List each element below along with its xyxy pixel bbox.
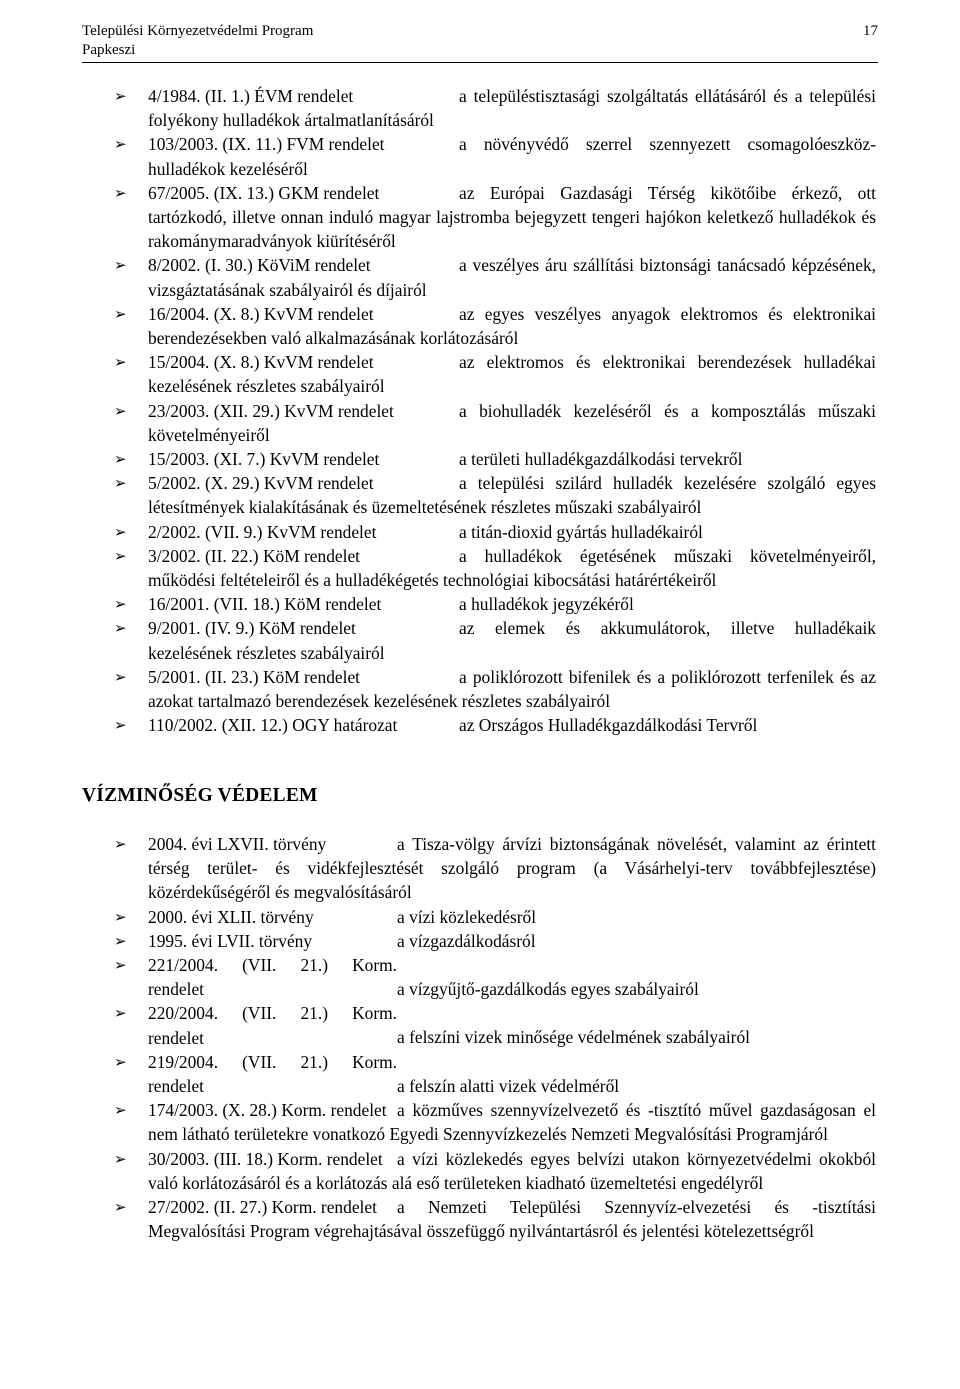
- regulation-description: a Tisza-völgy árvízi biztonságának növelését, valamint az érintett térség terület- és vidékfejlesztését szolgáló program (a Vásárhelyi-terv továbbfejlesztése) közérdekűségéről és megvalósításáról: [148, 834, 876, 903]
- regulation-item: [114, 616, 876, 664]
- regulation-item: [114, 713, 876, 737]
- regulation-item: [114, 84, 876, 132]
- regulation-reference: 16/2001. (VII. 18.) KöM rendelet: [148, 594, 382, 615]
- regulation-item: [114, 1001, 876, 1049]
- arrowhead-bullet-icon: ➢: [114, 1198, 127, 1217]
- arrowhead-bullet-icon: ➢: [114, 256, 127, 275]
- regulation-description: a növényvédő szerrel szennyezett csomagolóeszköz-hulladékok kezeléséről: [148, 134, 876, 179]
- arrowhead-bullet-icon: ➢: [114, 546, 127, 565]
- regulation-description: a felszíni vizek minősége védelmének szabályairól: [397, 1027, 750, 1048]
- regulation-description: a vízgazdálkodásról: [397, 930, 536, 951]
- regulation-reference: 220/2004. (VII. 21.) Korm. rendelet: [148, 1003, 397, 1048]
- arrowhead-bullet-icon: ➢: [114, 183, 127, 202]
- regulation-reference: 9/2001. (IV. 9.) KöM rendelet: [148, 618, 356, 639]
- regulation-item: [114, 471, 876, 519]
- arrowhead-bullet-icon: ➢: [114, 87, 127, 105]
- arrowhead-bullet-icon: ➢: [114, 716, 127, 735]
- arrowhead-bullet-icon: ➢: [114, 1004, 127, 1023]
- arrowhead-bullet-icon: ➢: [114, 1149, 127, 1168]
- regulation-item: [114, 905, 876, 929]
- regulation-list-water: [114, 832, 876, 1243]
- regulation-item: [114, 520, 876, 544]
- arrowhead-bullet-icon: ➢: [114, 595, 127, 614]
- arrowhead-bullet-icon: ➢: [114, 353, 127, 372]
- regulation-description: a Nemzeti Települési Szennyvíz-elvezetési és -tisztítási Megvalósítási Program végrehajtásával összefüggő nyilvántartásról és jelentési kötelezettségről: [148, 1197, 876, 1242]
- regulation-description: a titán-dioxid gyártás hulladékairól: [459, 521, 703, 542]
- regulation-description: a felszín alatti vizek védelméről: [397, 1076, 620, 1097]
- regulation-reference: 15/2003. (XI. 7.) KvVM rendelet: [148, 449, 380, 470]
- regulation-description: a vízi közlekedés egyes belvízi utakon környezetvédelmi okokból való korlátozásáról és a korlátozás alá eső területeken kiadható üzemeltetési engedélyről: [148, 1148, 876, 1193]
- regulation-reference: 67/2005. (IX. 13.) GKM rendelet: [148, 182, 380, 203]
- regulation-reference: 221/2004. (VII. 21.) Korm. rendelet: [148, 955, 397, 1000]
- regulation-reference: 15/2004. (X. 8.) KvVM rendelet: [148, 352, 374, 373]
- regulation-reference: 8/2002. (I. 30.) KöViM rendelet: [148, 255, 371, 276]
- arrowhead-bullet-icon: ➢: [114, 304, 127, 323]
- arrowhead-bullet-icon: ➢: [114, 474, 127, 493]
- regulation-description: a vízi közlekedésről: [397, 906, 537, 927]
- regulation-item: [114, 832, 876, 905]
- arrowhead-bullet-icon: ➢: [114, 450, 127, 469]
- arrowhead-bullet-icon: ➢: [114, 522, 127, 541]
- regulation-description: a településtisztasági szolgáltatás ellátásáról és a települési folyékony hulladékok ártalmatlanításáról: [148, 86, 876, 131]
- regulation-item: [114, 929, 876, 953]
- regulation-reference: 103/2003. (IX. 11.) FVM rendelet: [148, 134, 385, 155]
- arrowhead-bullet-icon: ➢: [114, 956, 127, 975]
- regulation-description: a területi hulladékgazdálkodási tervekről: [459, 449, 743, 470]
- regulation-item: [114, 665, 876, 713]
- regulation-reference: 2000. évi XLII. törvény: [148, 906, 314, 927]
- regulation-item: [114, 447, 876, 471]
- regulation-item: [114, 1147, 876, 1195]
- regulation-reference: 110/2002. (XII. 12.) OGY határozat: [148, 715, 398, 736]
- regulation-description: a hulladékok jegyzékéről: [459, 594, 634, 615]
- regulation-item: [114, 399, 876, 447]
- regulation-item: [114, 1098, 876, 1146]
- regulation-item: [114, 592, 876, 616]
- regulation-reference: 16/2004. (X. 8.) KvVM rendelet: [148, 303, 374, 324]
- regulation-reference: 5/2002. (X. 29.) KvVM rendelet: [148, 473, 374, 494]
- page-number: 17: [863, 23, 878, 39]
- regulation-description: a veszélyes áru szállítási biztonsági tanácsadó képzésének, vizsgáztatásának szabályairól és díjairól: [148, 255, 876, 300]
- regulation-reference: 2004. évi LXVII. törvény: [148, 834, 327, 854]
- arrowhead-bullet-icon: ➢: [114, 667, 127, 686]
- regulation-reference: 30/2003. (III. 18.) Korm. rendelet: [148, 1148, 383, 1169]
- regulation-reference: 174/2003. (X. 28.) Korm. rendelet: [148, 1100, 387, 1121]
- regulation-reference: 2/2002. (VII. 9.) KvVM rendelet: [148, 521, 377, 542]
- arrowhead-bullet-icon: ➢: [114, 907, 127, 926]
- arrowhead-bullet-icon: ➢: [114, 835, 127, 853]
- regulation-description: az elemek és akkumulátorok, illetve hulladékaik kezelésének részletes szabályairól: [148, 618, 876, 663]
- arrowhead-bullet-icon: ➢: [114, 931, 127, 950]
- regulation-reference: 4/1984. (II. 1.) ÉVM rendelet: [148, 86, 354, 106]
- regulation-reference: 5/2001. (II. 23.) KöM rendelet: [148, 666, 361, 687]
- page-header: [82, 22, 878, 63]
- regulation-item: [114, 350, 876, 398]
- regulation-item: [114, 253, 876, 301]
- regulation-description: a biohulladék kezeléséről és a komposztálás műszaki követelményeiről: [148, 400, 876, 445]
- arrowhead-bullet-icon: ➢: [114, 1101, 127, 1120]
- regulation-reference: 27/2002. (II. 27.) Korm. rendelet: [148, 1197, 377, 1218]
- regulation-item: [114, 302, 876, 350]
- regulation-description: a vízgyűjtő-gazdálkodás egyes szabályairól: [397, 979, 699, 1000]
- section-heading: VÍZMINŐSÉG VÉDELEM: [82, 785, 318, 806]
- document-title: Települési Környezetvédelmi Program: [82, 23, 314, 39]
- regulation-description: az elektromos és elektronikai berendezések hulladékai kezelésének részletes szabályairól: [148, 352, 876, 397]
- regulation-description: a hulladékok égetésének műszaki követelményeiről, működési feltételeiről és a hulladékégetés technológiai kibocsátási határértékeiről: [148, 545, 876, 591]
- regulation-item: [114, 181, 876, 254]
- regulation-description: az Országos Hulladékgazdálkodási Tervről: [459, 715, 758, 736]
- regulation-description: a települési szilárd hulladék kezelésére szolgáló egyes létesítmények kialakításának és üzemeltetésének részletes műszaki szabályairól: [148, 473, 876, 518]
- regulation-reference: 219/2004. (VII. 21.) Korm. rendelet: [148, 1051, 397, 1097]
- arrowhead-bullet-icon: ➢: [114, 401, 127, 420]
- arrowhead-bullet-icon: ➢: [114, 135, 127, 154]
- regulation-item: [114, 1050, 876, 1098]
- regulation-item: [114, 544, 876, 592]
- regulation-description: az egyes veszélyes anyagok elektromos és elektronikai berendezésekben való alkalmazásának korlátozásáról: [148, 303, 876, 349]
- arrowhead-bullet-icon: ➢: [114, 619, 127, 638]
- regulation-description: az Európai Gazdasági Térség kikötőibe érkező, ott tartózkodó, illetve onnan induló magyar lajstromba bejegyzett tengeri hajókon keletkező hulladékok és rakománymaradványok kiürítéséről: [148, 182, 876, 252]
- document-subtitle: Papkeszi: [82, 42, 136, 58]
- regulation-reference: 1995. évi LVII. törvény: [148, 930, 313, 951]
- regulation-item: [114, 132, 876, 180]
- regulation-reference: 3/2002. (II. 22.) KöM rendelet: [148, 545, 361, 566]
- regulation-item: [114, 953, 876, 1001]
- regulation-description: a poliklórozott bifenilek és a poliklórozott terfenilek és az azokat tartalmazó berendezések kezelésének részletes szabályairól: [148, 666, 876, 712]
- arrowhead-bullet-icon: ➢: [114, 1052, 127, 1071]
- regulation-description: a közműves szennyvízelvezető és -tisztító művel gazdaságosan el nem látható területekre vonatkozó Egyedi Szennyvízkezelés Nemzeti Megvalósítási Programjáról: [148, 1100, 876, 1145]
- regulation-item: [114, 1195, 876, 1243]
- regulation-reference: 23/2003. (XII. 29.) KvVM rendelet: [148, 400, 394, 421]
- regulation-list-waste: [114, 84, 876, 737]
